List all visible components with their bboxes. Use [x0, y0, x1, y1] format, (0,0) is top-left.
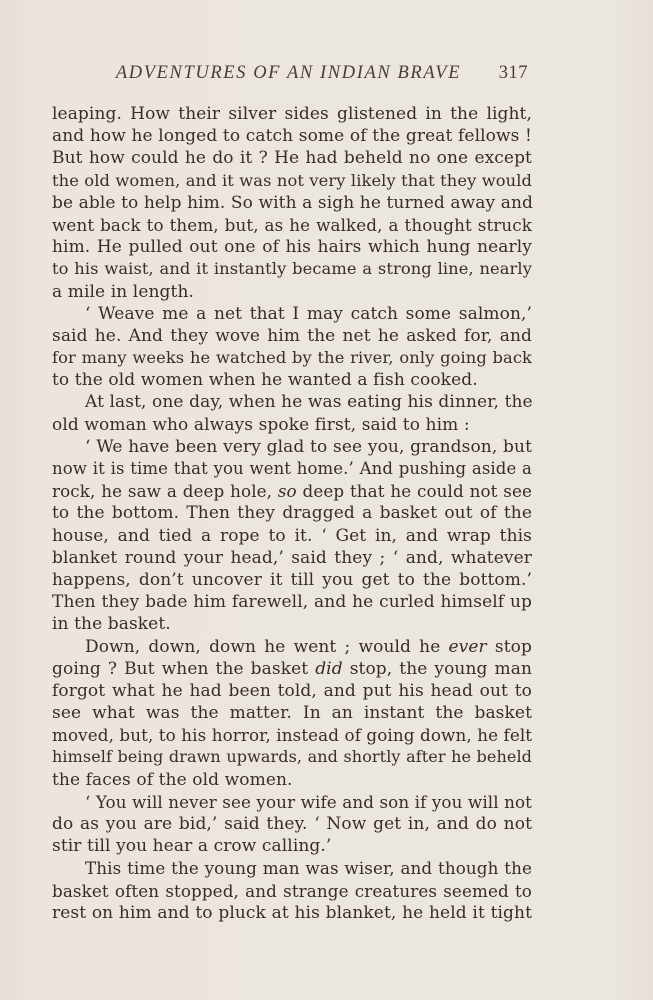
- text-line: see what was the matter. In an instant the basket: [52, 703, 532, 724]
- text-line: happens, don’t uncover it till you get to the bottom.’: [52, 569, 532, 590]
- text-line: the old women, and it was not very likely that they would: [52, 170, 532, 190]
- text-line: in the basket.: [52, 614, 171, 635]
- text-line: leaping. How their silver sides glistened in the light,: [52, 104, 532, 124]
- text-line: house, and tied a rope to it. ‘ Get in, and wrap this: [52, 525, 532, 546]
- text-line: for many weeks he watched by the river, only going back: [52, 348, 532, 368]
- text-line: the faces of the old women.: [52, 769, 293, 790]
- text-line: to the bottom. Then they dragged a basket out of the: [52, 503, 532, 524]
- text-line: to his waist, and it instantly became a strong line, nearly: [52, 259, 532, 279]
- text-line: a mile in length.: [52, 281, 194, 302]
- text-line: rest on him and to pluck at his blanket, he held it tight: [52, 902, 532, 923]
- text-line: basket often stopped, and strange creatures seemed to: [52, 880, 532, 901]
- body-text: [52, 103, 532, 924]
- text-line: ‘ We have been very glad to see you, grandson, but: [85, 436, 532, 457]
- text-line: to the old women when he wanted a fish cooked.: [52, 370, 478, 391]
- text-line: ‘ Weave me a net that I may catch some salmon,’: [85, 303, 532, 324]
- text-line: At last, one day, when he was eating his dinner, the: [85, 392, 533, 413]
- text-line: forgot what he had been told, and put his head out to: [52, 680, 532, 701]
- text-line: But how could he do it ? He had beheld no one except: [52, 148, 532, 169]
- text-line: him. He pulled out one of his hairs which hung nearly: [52, 237, 532, 258]
- text-line: do as you are bid,’ said they. ‘ Now get in, and do not: [52, 814, 532, 834]
- text-line: ‘ You will never see your wife and son if you will not: [85, 791, 533, 812]
- text-line: himself being drawn upwards, and shortly after he beheld: [52, 747, 532, 767]
- text-line: now it is time that you went home.’ And pushing aside a: [52, 459, 532, 478]
- text-line: be able to help him. So with a sigh he turned away and: [52, 192, 533, 213]
- text-line: moved, but, to his horror, instead of going down, he felt: [52, 725, 533, 746]
- text-line: said he. And they wove him the net he asked for, and: [52, 325, 532, 346]
- text-line: stir till you hear a crow calling.’: [52, 836, 332, 857]
- page-number: 317: [498, 63, 528, 83]
- text-line: going ? But when the basket did stop, the young man: [52, 658, 532, 679]
- text-line: old woman who always spoke first, said to him :: [52, 414, 470, 435]
- text-line: Down, down, down he went ; would he ever stop: [85, 636, 532, 657]
- text-line: and how he longed to catch some of the great fellows !: [52, 126, 532, 147]
- text-line: Then they bade him farewell, and he curled himself up: [52, 592, 532, 613]
- text-line: rock, he saw a deep hole, so deep that he could not see: [52, 481, 532, 502]
- text-line: This time the young man was wiser, and though the: [85, 858, 532, 879]
- running-title: ADVENTURES OF AN INDIAN BRAVE: [115, 63, 462, 83]
- text-line: went back to them, but, as he walked, a thought struck: [52, 214, 532, 235]
- text-line: blanket round your head,’ said they ; ‘ and, whatever: [52, 547, 532, 568]
